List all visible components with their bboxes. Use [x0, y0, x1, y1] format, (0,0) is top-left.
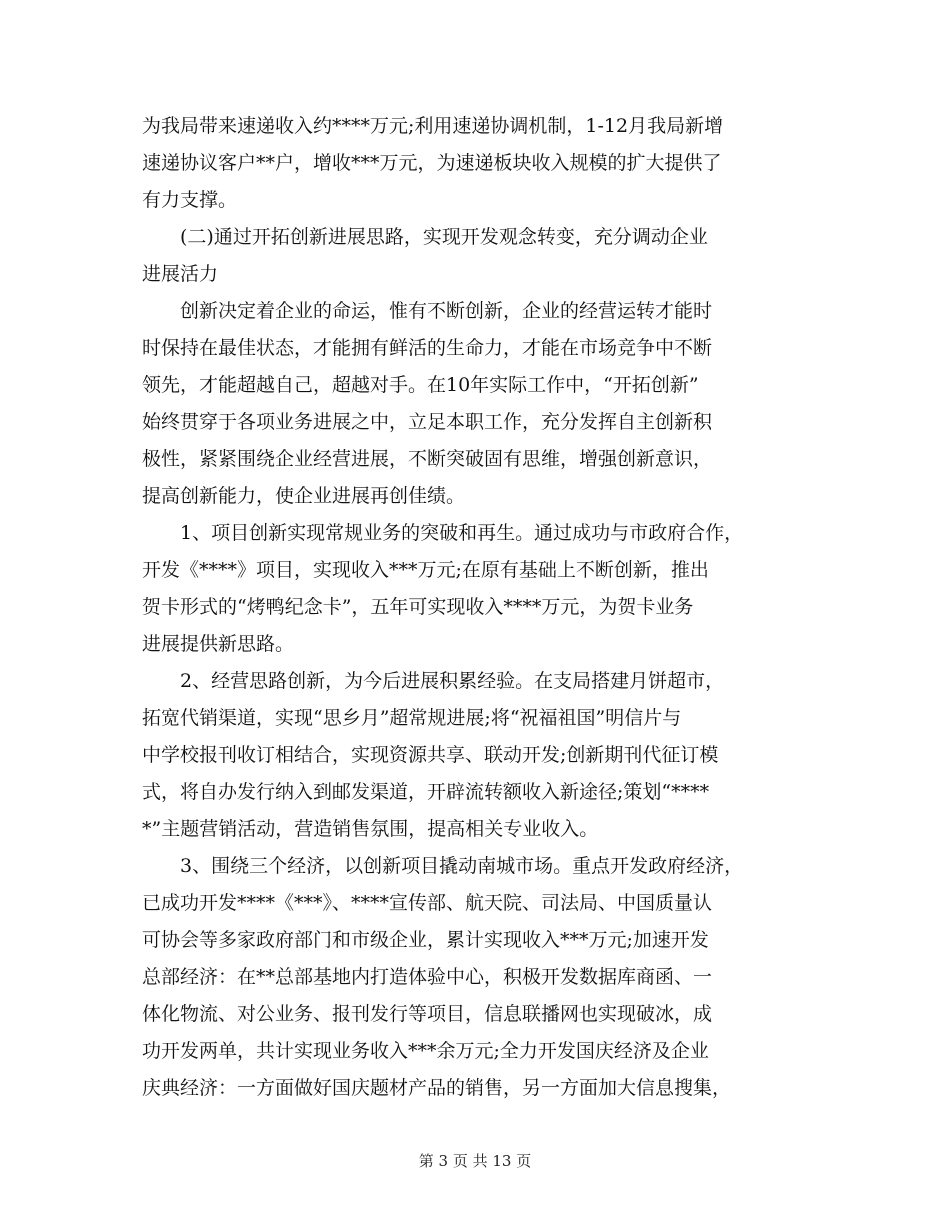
- text-line: 领先，才能超越自己，超越对手。在10年实际工作中，“开拓创新”: [142, 374, 699, 396]
- text-line: 拓宽代销渠道，实现“思乡月”超常规进展;将“祝福祖国”明信片与: [142, 707, 682, 729]
- text-line: 功开发两单，共计实现业务收入***余万元;全力开发国庆经济及企业: [142, 1040, 709, 1062]
- text-line: 体化物流、对公业务、报刊发行等项目，信息联播网也实现破冰，成: [142, 1003, 713, 1025]
- text-line: 庆典经济：一方面做好国庆题材产品的销售，另一方面加大信息搜集，: [142, 1077, 732, 1099]
- text-line: 1、项目创新实现常规业务的突破和再生。通过成功与市政府合作，: [180, 522, 744, 544]
- text-line: 贺卡形式的“烤鸭纪念卡”，五年可实现收入****万元，为贺卡业务: [142, 596, 694, 618]
- text-line: 极性，紧紧围绕企业经营进展，不断突破固有思维，增强创新意识，: [142, 448, 713, 470]
- body-text: [142, 108, 822, 1107]
- text-line: 为我局带来速递收入约****万元;利用速递协调机制，1-12月我局新增: [142, 115, 724, 137]
- text-line: 创新决定着企业的命运，惟有不断创新，企业的经营运转才能时: [180, 300, 713, 322]
- text-line: 时保持在最佳状态，才能拥有鲜活的生命力，才能在市场竞争中不断: [142, 337, 713, 359]
- text-line: 始终贯穿于各项业务进展之中，立足本职工作，充分发挥自主创新积: [142, 411, 713, 433]
- text-line: 3、围绕三个经济，以创新项目撬动南城市场。重点开发政府经济，: [180, 855, 744, 877]
- text-line: 已成功开发****《***》、****宣传部、航天院、司法局、中国质量认: [142, 892, 713, 914]
- text-line: *”主题营销活动，营造销售氛围，提高相关专业收入。: [142, 818, 599, 840]
- text-line: 2、经营思路创新，为今后进展积累经验。在支局搭建月饼超市，: [180, 670, 725, 692]
- text-line: 有力支撑。: [142, 189, 238, 211]
- page-footer: 第 3 页 共 13 页: [418, 1152, 532, 1170]
- text-line: 开发《****》项目，实现收入***万元;在原有基础上不断创新，推出: [142, 559, 709, 581]
- text-line: 进展提供新思路。: [142, 633, 295, 655]
- text-line: 中学校报刊收订相结合，实现资源共享、联动开发;创新期刊代征订模: [142, 744, 719, 766]
- text-line: 提高创新能力，使企业进展再创佳绩。: [142, 485, 466, 507]
- text-line: 式，将自办发行纳入到邮发渠道，开辟流转额收入新途径;策划“****: [142, 781, 710, 803]
- text-line: (二)通过开拓创新进展思路，实现开发观念转变，充分调动企业: [180, 226, 708, 248]
- text-line: 速递协议客户**户，增收***万元，为速递板块收入规模的扩大提供了: [142, 152, 722, 174]
- text-line: 进展活力: [142, 263, 219, 285]
- text-line: 可协会等多家政府部门和市级企业，累计实现收入***万元;加速开发: [142, 929, 709, 951]
- text-line: 总部经济：在**总部基地内打造体验中心，积极开发数据库商函、一: [142, 966, 713, 988]
